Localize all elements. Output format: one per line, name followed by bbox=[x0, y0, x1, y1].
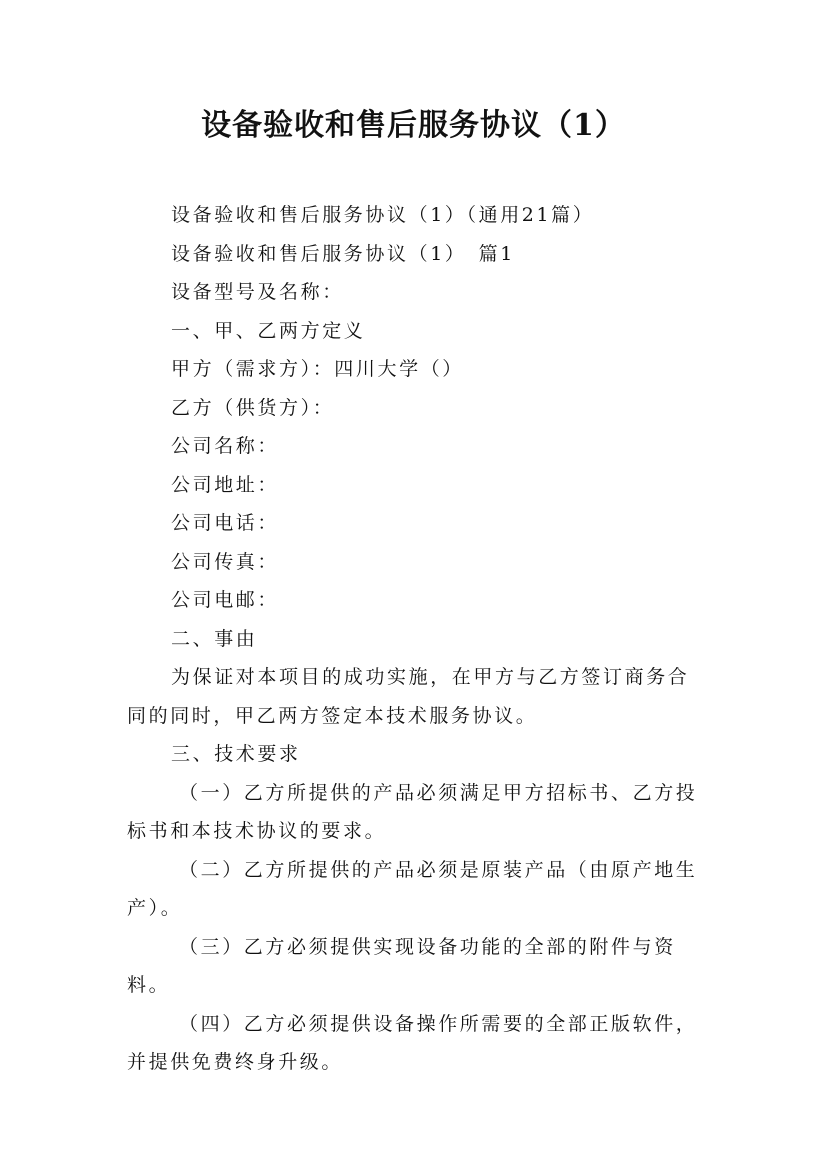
paragraph-tech-item-4: （四）乙方必须提供设备操作所需要的全部正版软件，并提供免费终身升级。 bbox=[127, 1012, 698, 1073]
document-title: 设备验收和售后服务协议（1） bbox=[201, 108, 626, 143]
paragraph-reason-heading: 二、事由 bbox=[171, 627, 258, 650]
document-body bbox=[127, 196, 707, 1082]
paragraph-company-email: 公司电邮： bbox=[171, 589, 280, 611]
paragraph-company-address: 公司地址： bbox=[171, 473, 280, 496]
paragraph-tech-heading: 三、技术要求 bbox=[171, 743, 301, 765]
paragraph-subtitle: 设备验收和售后服务协议（1）（通用21篇） bbox=[171, 204, 595, 226]
paragraph-party-definition: 一、甲、乙两方定义 bbox=[171, 319, 366, 342]
paragraph-tech-item-1: （一）乙方所提供的产品必须满足甲方招标书、乙方投标书和本技术协议的要求。 bbox=[127, 781, 698, 842]
paragraph-tech-item-2: （二）乙方所提供的产品必须是原装产品（由原产地生产）。 bbox=[127, 858, 698, 919]
paragraph-section-heading: 设备验收和售后服务协议（1） 篇1 bbox=[171, 242, 515, 265]
paragraph-company-name: 公司名称： bbox=[171, 435, 280, 457]
paragraph-equipment-model: 设备型号及名称： bbox=[171, 281, 344, 303]
paragraph-reason-text: 为保证对本项目的成功实施，在甲方与乙方签订商务合同的同时，甲乙两方签定本技术服务协议。 bbox=[127, 666, 690, 727]
paragraph-party-a: 甲方（需求方）：四川大学（） bbox=[171, 358, 464, 380]
paragraph-company-phone: 公司电话： bbox=[171, 512, 280, 534]
paragraph-company-fax: 公司传真： bbox=[171, 550, 280, 573]
paragraph-party-b: 乙方（供货方）： bbox=[171, 396, 335, 419]
paragraph-tech-item-3: （三）乙方必须提供实现设备功能的全部的附件与资料。 bbox=[127, 935, 676, 996]
